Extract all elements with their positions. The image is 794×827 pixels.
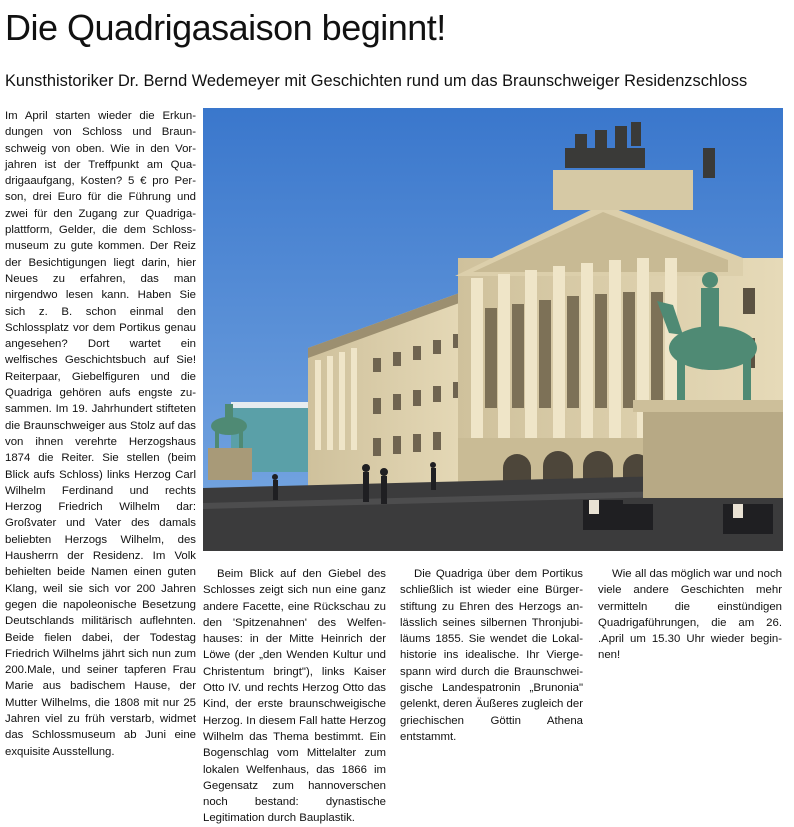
residenzschloss-photo — [203, 108, 783, 551]
text-column-4 — [598, 566, 782, 780]
paragraph: Wie all das möglich war und noch viele andere Geschichten mehr vermitteln die einstündigen Quadrigaführungen, die am 26. .April um 15.30 Uhr wieder beginnen! — [598, 568, 782, 662]
text-column-3 — [400, 566, 583, 780]
paragraph: Im April starten wieder die Erkundungen von Schloss und Braunschweig von oben. Wie in den Vorjahren ist der Treffpunkt am Quadrigaaufgang, Kosten? 5 € pro Person, drei Euro für die Führung und zwei für den Zugang zur Quadrigaplattform, Gelder, die dem Schlossmuseum zu gute kommen. Der Reiz der Besichtigungen liegt darin, hier Neues zu erfahren, das man nirgendwo lesen kann. Haben Sie sich z. B. schon einmal den Schlossplatz vor dem Portikus genau angesehen? Dort wartet ein welfisches Geschichtsbuch auf Sie! Reiterpaar, Giebelfiguren und die Quadriga gehören aufs engste zusammen. Im 19. Jahrhundert stifteten die Braunschweiger aus Stolz auf das von ihnen verehrte Herzogshaus 1874 die Reiter. Sie stellen (beim Blick aufs Schloss) links Herzog Carl Wilhelm Ferdinand und rechts Herzog Friedrich Wilhelm dar: Großvater und Vater des damals beliebten Herzogs Wilhelm, des Hausherrn der Residenz. Im Volk behielten beide Namen einen guten Klang, weil sie sich vor 200 Jahren gegen die napoleonische Besetzung Deutschlands militärisch auflehnten. Beide fielen dabei, der Todestag Friedrich Wilhelms jährt sich nun zum 200.Male, und seiner tapferen Frau Marie aus badischem Hause, der Mutter Wilhelms, die 1808 mit nur 25 Jahren viel zu früh verstarb, widmet das Schlossmuseum ab Juni eine exquisite Ausstellung. — [5, 110, 196, 758]
paragraph: Die Quadriga über dem Portikus schließlich ist wieder eine Bürgerstiftung zu Ehren des Herzogs anlässlich seines silbernen Thronjubiläums 1855. Sie wendet die Lokalhistorie ins idealische. Ihr Viergespann wird durch die Braunschweigische Landespatronin „Brunonia" gelenkt, deren Äußeres zugleich der griechischen Göttin Athena entstammt. — [400, 568, 583, 743]
text-column-2 — [203, 566, 386, 825]
text-column-1 — [5, 108, 196, 780]
article-headline: Die Quadrigasaison beginnt! — [5, 7, 446, 48]
article-subheadline: Kunsthistoriker Dr. Bernd Wedemeyer mit Geschichten rund um das Braunschweiger Residenzschloss — [5, 72, 748, 90]
paragraph: Beim Blick auf den Giebel des Schlosses zeigt sich nun eine ganz andere Facette, eine Rückschau zu den 'Spitzenahnen' des Welfenhauses: in der Mitte Heinrich der Löwe (der „den Wenden Kultur und Christentum bringt"), links Kaiser Otto IV. und rechts Herzog Otto das Kind, der erste braunschweigische Herzog. In diesem Fall hatte Herzog Wilhelm das Thema bestimmt. Ein Bogenschlag vom Mittelalter zum lokalen Welfenhaus, das 1866 im Gegensatz zum hannoverschen noch bestand: dynastische Legitimation durch Bauplastik. — [203, 568, 386, 825]
